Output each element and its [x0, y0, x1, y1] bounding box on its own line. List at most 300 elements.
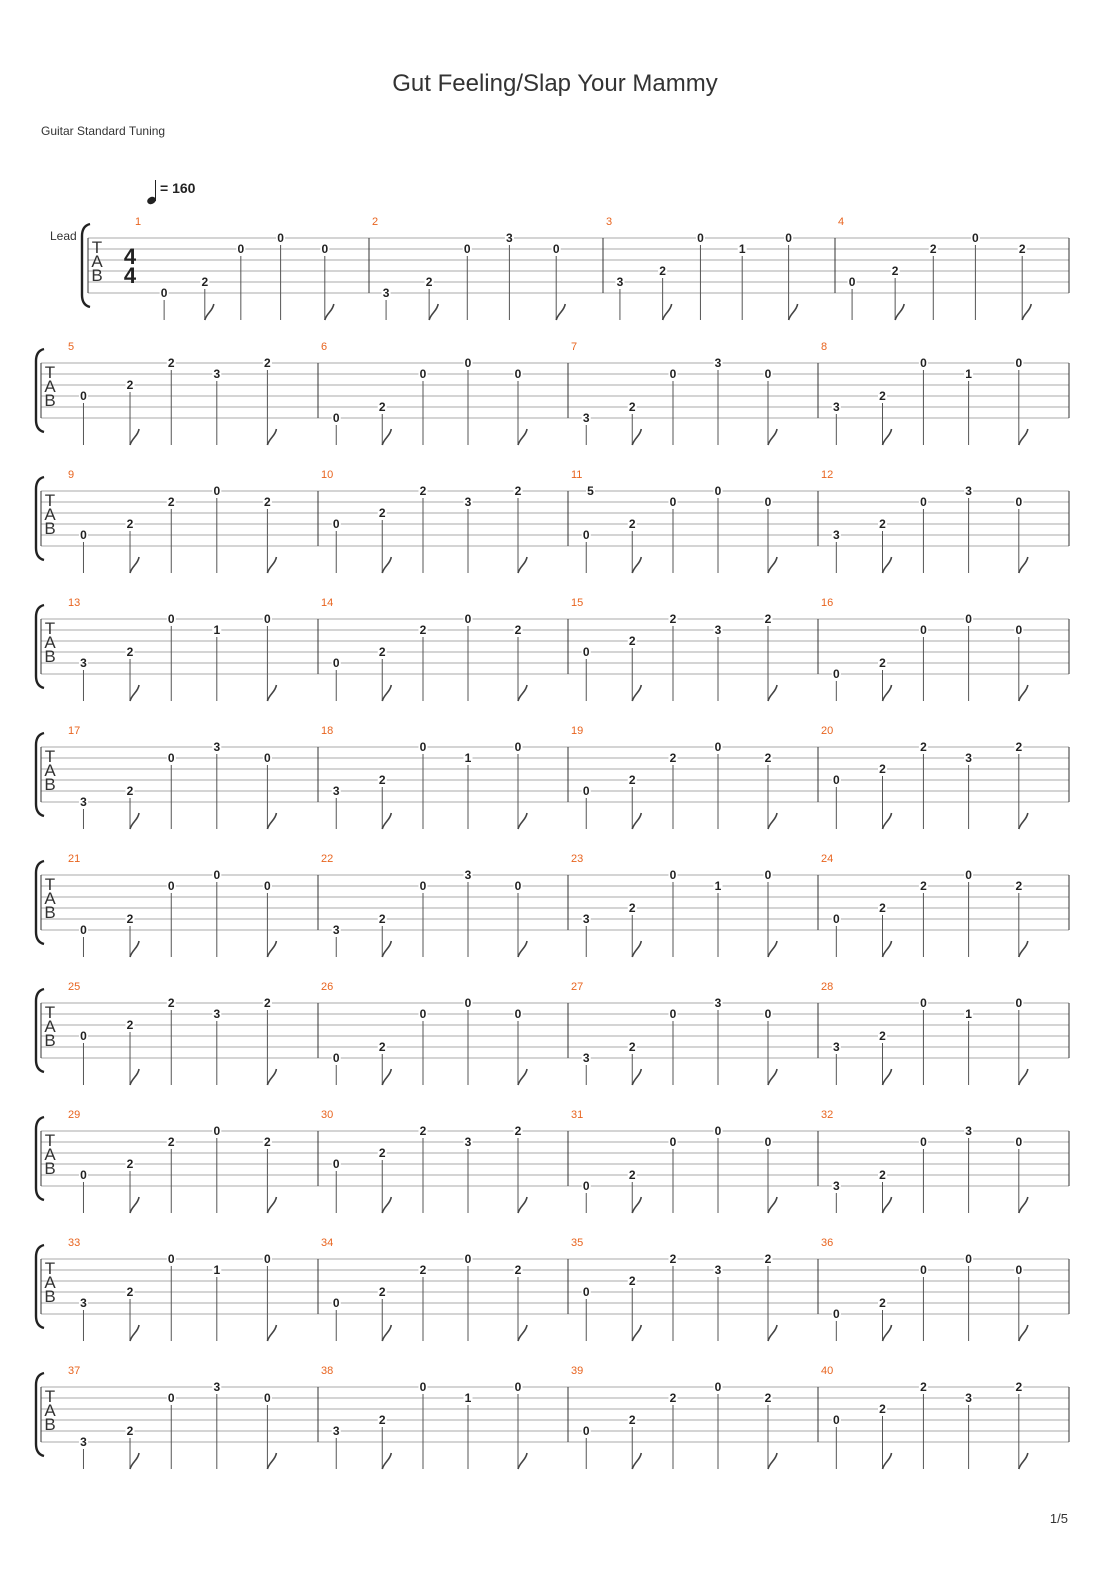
fret-number: 2 [764, 612, 772, 626]
fret-number: 0 [514, 367, 522, 381]
fret-number: 0 [264, 612, 271, 626]
system-bracket [36, 989, 44, 1072]
eighth-flag [768, 1453, 777, 1469]
fret-number: 2 [419, 623, 427, 637]
eighth-flag [556, 304, 565, 320]
fret-number: 1 [464, 1391, 472, 1405]
measure-number: 14 [321, 597, 334, 609]
fret-number: 2 [920, 1380, 927, 1394]
eighth-flag [768, 685, 777, 701]
eighth-flag [518, 1325, 527, 1341]
measure-number: 18 [321, 725, 334, 737]
track-name: Lead [50, 229, 77, 243]
eighth-flag [267, 813, 276, 829]
eighth-flag [130, 557, 139, 573]
tab-clef-letter: A [44, 761, 56, 780]
fret-number: 2 [378, 912, 386, 926]
fret-number: 3 [714, 996, 722, 1010]
fret-number: 2 [201, 275, 209, 289]
measure-number: 3 [606, 216, 613, 228]
fret-number: 2 [378, 1040, 386, 1054]
measure-number: 20 [821, 725, 834, 737]
fret-number: 0 [464, 356, 472, 370]
fret-number: 2 [167, 356, 175, 370]
eighth-flag [518, 1197, 527, 1213]
fret-number: 0 [237, 242, 245, 256]
fret-number: 0 [920, 1263, 927, 1277]
measure-number: 21 [68, 853, 81, 865]
fret-number: 0 [582, 645, 590, 659]
fret-number: 0 [669, 1007, 677, 1021]
tab-clef-letter: B [44, 1031, 56, 1050]
eighth-flag [518, 941, 527, 957]
tab-clef-letter: T [44, 1259, 56, 1278]
measure-number: 37 [68, 1365, 81, 1377]
fret-number: 2 [879, 1029, 886, 1043]
eighth-flag [267, 941, 276, 957]
measure-number: 2 [372, 216, 379, 228]
eighth-flag [205, 304, 214, 320]
fret-number: 0 [264, 751, 271, 765]
fret-number: 2 [669, 751, 677, 765]
fret-number: 2 [669, 1391, 677, 1405]
fret-number: 0 [332, 656, 340, 670]
fret-number: 2 [126, 517, 134, 531]
fret-number: 0 [848, 275, 856, 289]
fret-number: 3 [213, 740, 221, 754]
eighth-flag [1019, 1069, 1028, 1085]
eighth-flag [267, 1453, 276, 1469]
fret-number: 2 [628, 1168, 636, 1182]
eighth-flag [883, 1197, 892, 1213]
fret-number: 2 [264, 495, 271, 509]
fret-number: 2 [628, 773, 636, 787]
fret-number: 3 [616, 275, 624, 289]
eighth-flag [130, 1197, 139, 1213]
tab-clef-letter: B [44, 1159, 56, 1178]
measure-number: 38 [321, 1365, 334, 1377]
fret-number: 2 [669, 1252, 677, 1266]
eighth-flag [883, 429, 892, 445]
fret-number: 0 [419, 740, 427, 754]
fret-number: 1 [714, 879, 722, 893]
fret-number: 1 [464, 751, 472, 765]
fret-number: 0 [832, 912, 840, 926]
fret-number: 0 [419, 879, 427, 893]
page-number: 1/5 [1049, 1511, 1068, 1526]
tab-clef-letter: T [44, 1387, 56, 1406]
eighth-flag [267, 429, 276, 445]
tab-clef-letter: T [44, 1003, 56, 1022]
measure-number: 8 [821, 341, 828, 353]
fret-number: 0 [1015, 1135, 1023, 1149]
tab-clef-letter: T [44, 363, 56, 382]
measure-number: 33 [68, 1237, 81, 1249]
eighth-flag [518, 1069, 527, 1085]
fret-number: 3 [80, 656, 87, 670]
system-bracket [36, 1117, 44, 1200]
eighth-flag [895, 304, 904, 320]
eighth-flag [883, 1453, 892, 1469]
measure-number: 10 [321, 469, 334, 481]
fret-number: 3 [832, 400, 840, 414]
fret-number: 2 [628, 1413, 636, 1427]
fret-number: 2 [264, 996, 271, 1010]
measure-number: 1 [135, 216, 142, 228]
eighth-flag [1019, 557, 1028, 573]
fret-number: 0 [332, 517, 340, 531]
tab-clef-letter: B [44, 647, 56, 666]
eighth-flag [768, 557, 777, 573]
eighth-flag [1019, 1325, 1028, 1341]
measure-number: 17 [68, 725, 81, 737]
system-bracket [36, 1373, 44, 1456]
fret-number: 0 [920, 495, 927, 509]
system-bracket [36, 861, 44, 944]
fret-number: 0 [167, 1252, 175, 1266]
fret-number: 2 [419, 1124, 427, 1138]
fret-number: 0 [167, 879, 175, 893]
tab-clef-letter: B [44, 391, 56, 410]
fret-number: 2 [879, 1402, 886, 1416]
measure-number: 9 [68, 469, 75, 481]
tab-clef-letter: T [91, 238, 103, 257]
fret-number: 2 [1015, 879, 1023, 893]
fret-number: 0 [332, 1051, 340, 1065]
eighth-flag [130, 1325, 139, 1341]
fret-number: 3 [714, 356, 722, 370]
tab-clef-letter: T [44, 875, 56, 894]
tab-clef-letter: A [44, 1273, 56, 1292]
fret-number: 0 [167, 1391, 175, 1405]
fret-number: 2 [669, 612, 677, 626]
fret-number: 0 [832, 773, 840, 787]
fret-number: 3 [832, 1040, 840, 1054]
eighth-flag [789, 304, 798, 320]
system-bracket [36, 1245, 44, 1328]
fret-number: 3 [506, 231, 513, 245]
tab-clef-letter: A [91, 252, 103, 271]
fret-number: 3 [382, 286, 390, 300]
eighth-flag [429, 304, 438, 320]
fret-number: 2 [879, 517, 886, 531]
tab-clef-letter: B [91, 266, 103, 285]
fret-number: 2 [126, 1018, 134, 1032]
tuning-label: Guitar Standard Tuning [41, 124, 166, 138]
fret-number: 0 [1015, 1263, 1023, 1277]
eighth-flag [382, 557, 391, 573]
fret-number: 0 [514, 1380, 522, 1394]
fret-number: 3 [832, 528, 840, 542]
fret-number: 0 [463, 242, 471, 256]
eighth-flag [883, 813, 892, 829]
eighth-flag [382, 813, 391, 829]
fret-number: 2 [419, 1263, 427, 1277]
measure-number: 31 [571, 1109, 584, 1121]
fret-number: 3 [80, 1435, 87, 1449]
measure-number: 34 [321, 1237, 334, 1249]
fret-number: 0 [965, 868, 972, 882]
eighth-flag [632, 1325, 641, 1341]
fret-number: 2 [879, 901, 886, 915]
eighth-flag [632, 429, 641, 445]
tab-clef-letter: A [44, 377, 56, 396]
eighth-flag [883, 1325, 892, 1341]
tab-clef-letter: A [44, 889, 56, 908]
fret-number: 0 [264, 1391, 271, 1405]
tab-clef-letter: T [44, 747, 56, 766]
eighth-flag [518, 429, 527, 445]
fret-number: 2 [628, 1274, 636, 1288]
fret-number: 0 [321, 242, 329, 256]
fret-number: 3 [213, 1380, 221, 1394]
fret-number: 2 [879, 656, 886, 670]
fret-number: 0 [764, 367, 772, 381]
fret-number: 0 [714, 1380, 722, 1394]
measure-number: 35 [571, 1237, 584, 1249]
fret-number: 2 [264, 1135, 271, 1149]
fret-number: 2 [891, 264, 899, 278]
tab-clef-letter: B [44, 519, 56, 538]
fret-number: 2 [628, 400, 636, 414]
fret-number: 2 [378, 645, 386, 659]
fret-number: 0 [764, 868, 772, 882]
tempo-value: = 160 [160, 180, 196, 196]
measure-number: 28 [821, 981, 834, 993]
fret-number: 2 [628, 517, 636, 531]
tab-clef-letter: T [44, 619, 56, 638]
fret-number: 0 [80, 1168, 87, 1182]
fret-number: 2 [764, 751, 772, 765]
fret-number: 0 [832, 1413, 840, 1427]
tab-clef-letter: A [44, 633, 56, 652]
eighth-flag [768, 941, 777, 957]
fret-number: 3 [332, 923, 340, 937]
eighth-flag [130, 1453, 139, 1469]
fret-number: 0 [332, 1157, 340, 1171]
system-bracket [36, 349, 44, 432]
measure-number: 5 [68, 341, 75, 353]
fret-number: 2 [1015, 740, 1023, 754]
fret-number: 0 [669, 868, 677, 882]
tab-clef-letter: B [44, 1415, 56, 1434]
eighth-flag [768, 813, 777, 829]
eighth-flag [1019, 941, 1028, 957]
fret-number: 0 [764, 1135, 772, 1149]
measure-number: 19 [571, 725, 584, 737]
fret-number: 2 [514, 484, 522, 498]
fret-number: 0 [277, 231, 284, 245]
measure-number: 24 [821, 853, 834, 865]
fret-number: 0 [582, 1424, 590, 1438]
fret-number: 0 [419, 1007, 427, 1021]
fret-number: 0 [80, 528, 87, 542]
measure-number: 30 [321, 1109, 334, 1121]
fret-number: 0 [920, 1135, 927, 1149]
fret-number: 2 [879, 389, 886, 403]
eighth-flag [267, 557, 276, 573]
fret-number: 0 [213, 484, 221, 498]
eighth-flag [883, 1069, 892, 1085]
measure-number: 16 [821, 597, 834, 609]
fret-number: 0 [552, 242, 560, 256]
fret-number: 0 [514, 740, 522, 754]
fret-number: 0 [167, 612, 175, 626]
eighth-flag [632, 813, 641, 829]
eighth-flag [632, 1069, 641, 1085]
fret-number: 0 [920, 996, 927, 1010]
eighth-flag [1019, 813, 1028, 829]
fret-number: 0 [1015, 996, 1023, 1010]
fret-number: 0 [1015, 495, 1023, 509]
eighth-flag [267, 685, 276, 701]
fret-number: 0 [669, 1135, 677, 1149]
fret-number: 0 [714, 740, 722, 754]
time-signature-top: 4 [123, 244, 137, 269]
eighth-flag [382, 429, 391, 445]
fret-number: 3 [714, 1263, 722, 1277]
measure-number: 32 [821, 1109, 834, 1121]
fret-number: 0 [419, 367, 427, 381]
eighth-flag [267, 1325, 276, 1341]
fret-number: 2 [126, 912, 134, 926]
fret-number: 0 [582, 1179, 590, 1193]
fret-number: 3 [582, 912, 590, 926]
measure-number: 22 [321, 853, 334, 865]
system-bracket [36, 733, 44, 816]
fret-number: 0 [80, 1029, 87, 1043]
fret-number: 2 [514, 1263, 522, 1277]
measure-number: 7 [571, 341, 578, 353]
fret-number: 0 [514, 1007, 522, 1021]
fret-number: 0 [582, 784, 590, 798]
fret-number: 2 [126, 784, 134, 798]
fret-number: 3 [832, 1179, 840, 1193]
eighth-flag [518, 557, 527, 573]
fret-number: 3 [965, 1124, 972, 1138]
fret-number: 1 [965, 367, 972, 381]
fret-number: 3 [213, 1007, 221, 1021]
fret-number: 3 [80, 1296, 87, 1310]
eighth-flag [382, 941, 391, 957]
fret-number: 3 [965, 1391, 972, 1405]
fret-number: 0 [464, 1252, 472, 1266]
fret-number: 0 [332, 1296, 340, 1310]
measure-number: 6 [321, 341, 328, 353]
eighth-flag [768, 1069, 777, 1085]
fret-number: 3 [332, 1424, 340, 1438]
fret-number: 2 [920, 879, 927, 893]
fret-number: 2 [126, 645, 134, 659]
eighth-flag [1019, 685, 1028, 701]
eighth-flag [382, 1325, 391, 1341]
fret-number: 0 [582, 528, 590, 542]
fret-number: 0 [920, 623, 927, 637]
fret-number: 0 [332, 411, 340, 425]
eighth-flag [325, 304, 334, 320]
fret-number: 2 [378, 506, 386, 520]
measure-number: 26 [321, 981, 334, 993]
measure-number: 4 [838, 216, 845, 228]
measure-number: 12 [821, 469, 834, 481]
tab-clef-letter: B [44, 775, 56, 794]
measure-number: 23 [571, 853, 584, 865]
eighth-flag [632, 1197, 641, 1213]
song-title: Gut Feeling/Slap Your Mammy [392, 70, 718, 97]
fret-number: 0 [920, 356, 927, 370]
fret-number: 2 [167, 996, 175, 1010]
eighth-flag [663, 304, 672, 320]
fret-number: 0 [714, 1124, 722, 1138]
measure-number: 40 [821, 1365, 834, 1377]
fret-number: 3 [464, 1135, 472, 1149]
fret-number: 2 [378, 773, 386, 787]
fret-number: 2 [167, 1135, 175, 1149]
fret-number: 0 [264, 879, 271, 893]
eighth-flag [518, 813, 527, 829]
measure-number: 13 [68, 597, 81, 609]
fret-number: 0 [213, 868, 221, 882]
eighth-flag [130, 429, 139, 445]
tab-clef-letter: A [44, 1017, 56, 1036]
eighth-flag [632, 685, 641, 701]
eighth-flag [382, 1069, 391, 1085]
fret-number: 0 [514, 879, 522, 893]
fret-number: 2 [126, 378, 134, 392]
fret-number: 2 [419, 484, 427, 498]
fret-number: 0 [213, 1124, 221, 1138]
fret-number: 0 [1015, 356, 1023, 370]
fret-number: 1 [213, 1263, 221, 1277]
fret-number: 0 [764, 495, 772, 509]
fret-number: 0 [972, 231, 979, 245]
fret-number: 2 [378, 1285, 386, 1299]
eighth-flag [632, 941, 641, 957]
fret-number: 2 [920, 740, 927, 754]
fret-number: 2 [126, 1285, 134, 1299]
fret-number: 3 [965, 484, 972, 498]
fret-number: 3 [965, 751, 972, 765]
eighth-flag [130, 685, 139, 701]
fret-number: 2 [628, 901, 636, 915]
fret-number: 0 [965, 612, 972, 626]
eighth-flag [130, 941, 139, 957]
fret-number: 2 [378, 400, 386, 414]
eighth-flag [768, 1325, 777, 1341]
measure-number: 39 [571, 1365, 584, 1377]
fret-number: 2 [879, 762, 886, 776]
fret-number: 2 [764, 1391, 772, 1405]
eighth-flag [883, 557, 892, 573]
fret-number: 3 [582, 411, 590, 425]
fret-number: 0 [80, 389, 87, 403]
system-bracket [82, 224, 90, 307]
tab-clef-letter: B [44, 1287, 56, 1306]
fret-number: 0 [1015, 623, 1023, 637]
eighth-flag [1019, 1197, 1028, 1213]
fret-number: 2 [126, 1424, 134, 1438]
fret-number: 2 [879, 1296, 886, 1310]
fret-number: 2 [378, 1146, 386, 1160]
fret-number: 0 [582, 1285, 590, 1299]
fret-number: 2 [1015, 1380, 1023, 1394]
eighth-flag [632, 557, 641, 573]
fret-number: 1 [965, 1007, 972, 1021]
fret-number: 2 [879, 1168, 886, 1182]
fret-number: 1 [738, 242, 746, 256]
tab-clef-letter: T [44, 1131, 56, 1150]
eighth-flag [267, 1069, 276, 1085]
